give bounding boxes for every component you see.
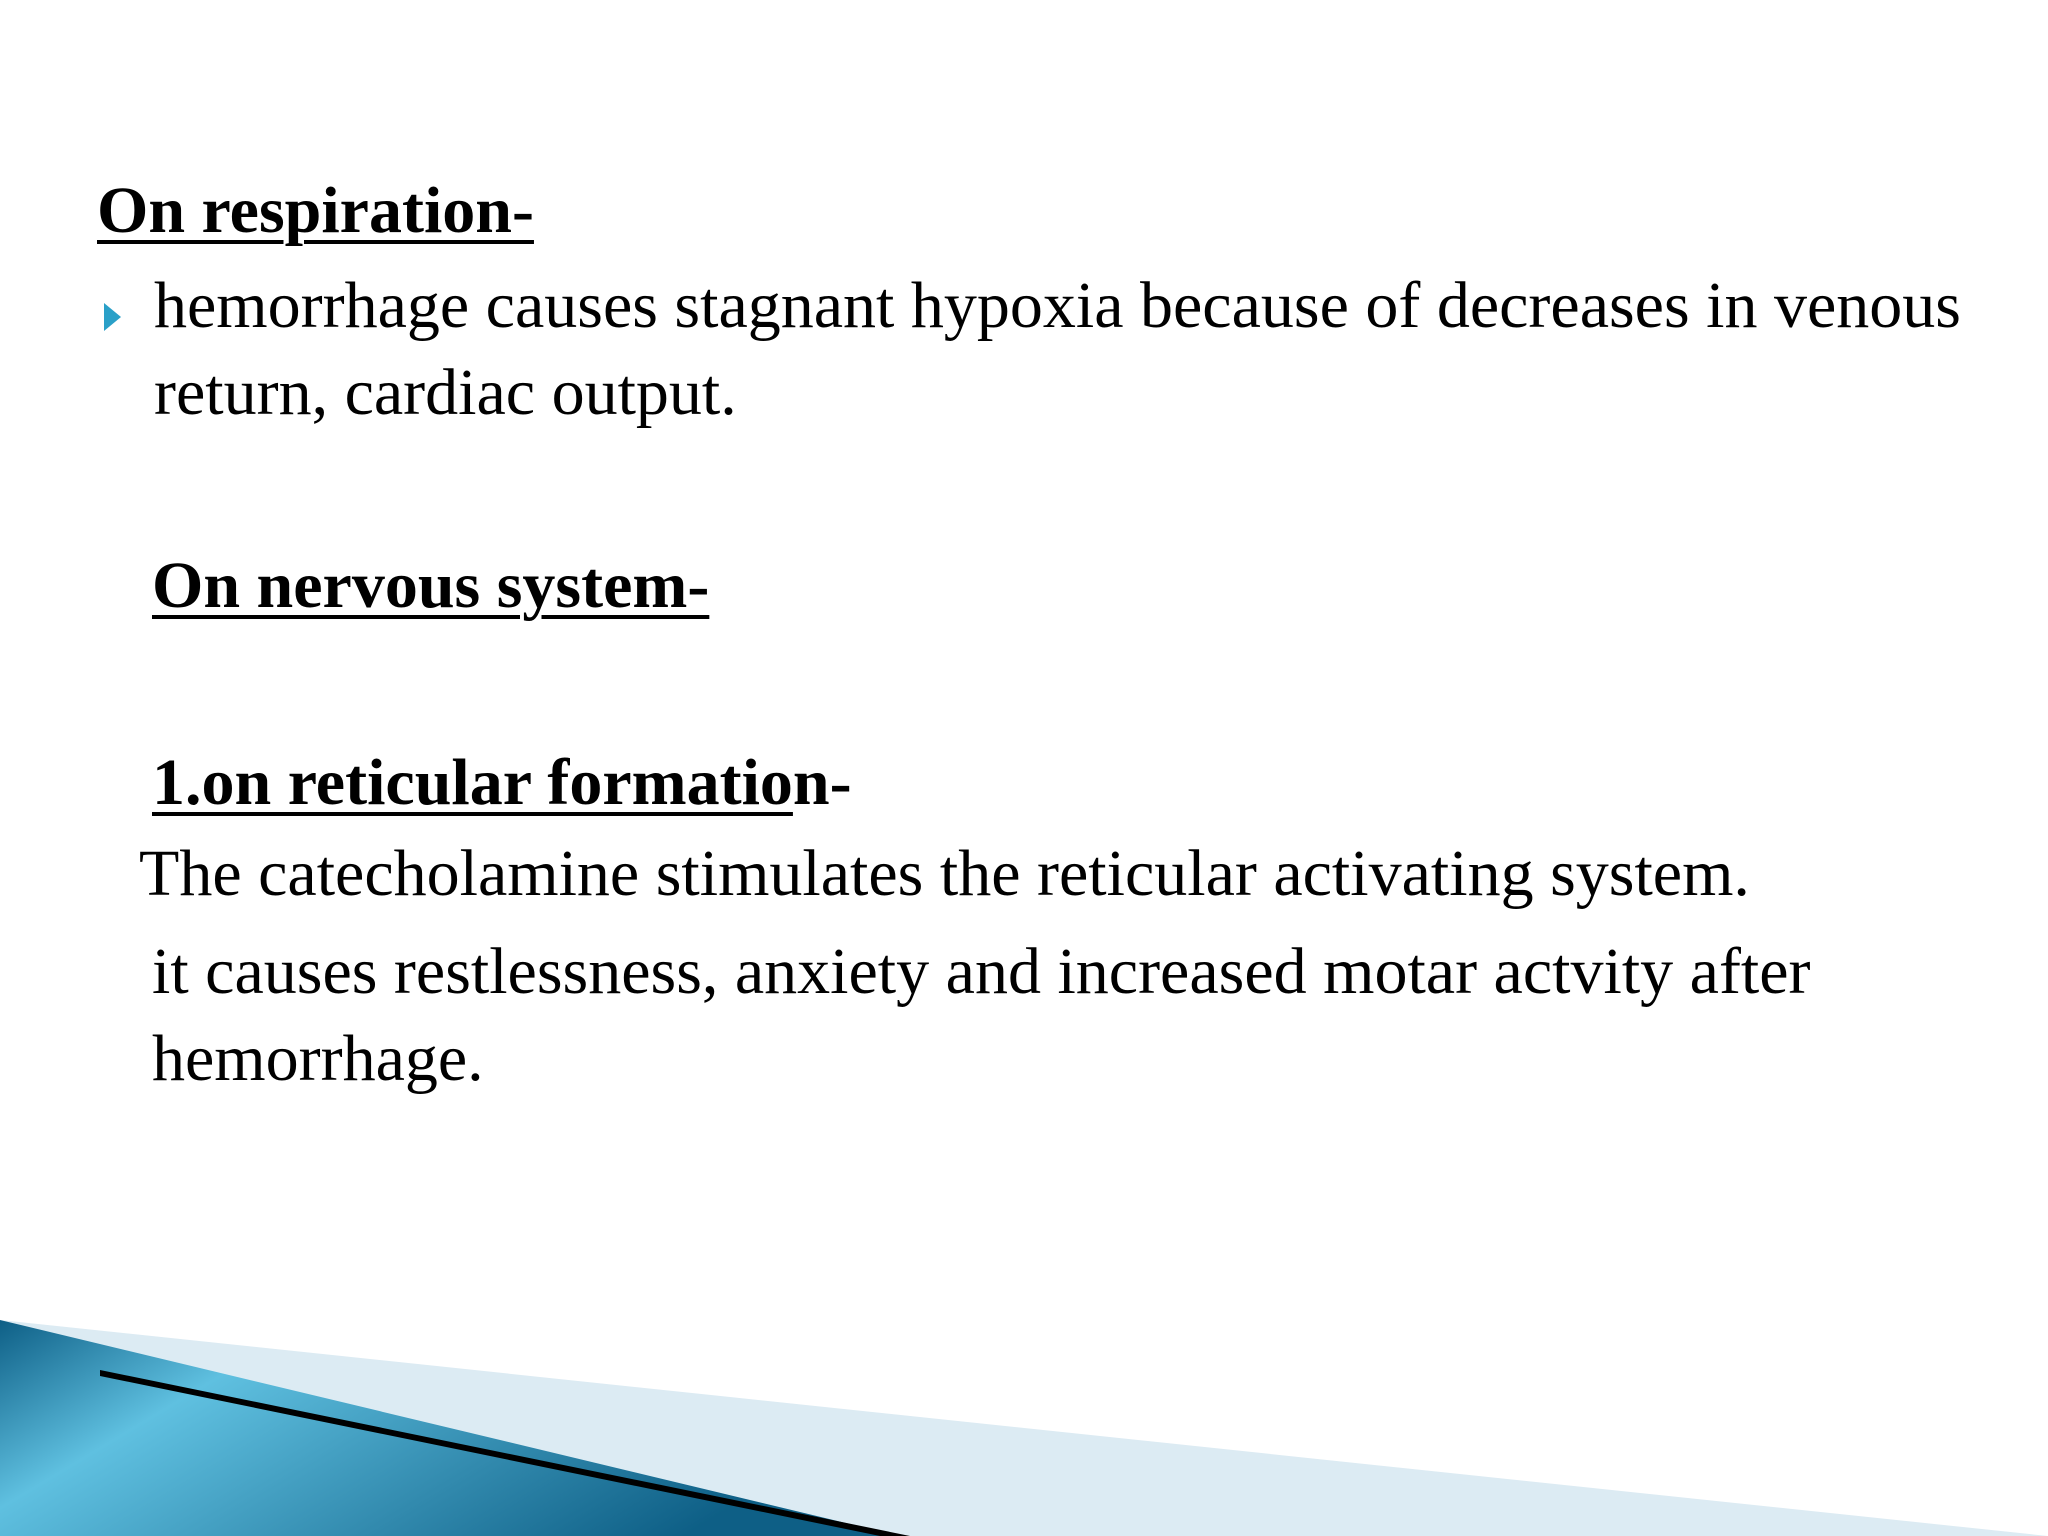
heading-on-nervous-system: On nervous system- bbox=[152, 549, 710, 622]
heading-on-respiration: On respiration- bbox=[97, 174, 534, 247]
reticular-line-2: it causes restlessness, anxiety and increased motar actvity after hemorrhage. bbox=[152, 935, 1811, 1095]
heading-reticular-formation-underlined: 1.on reticular formatio bbox=[152, 746, 793, 819]
respiration-bullet-text: hemorrhage causes stagnant hypoxia because of decreases in venous return, cardiac output. bbox=[154, 269, 1961, 429]
heading-reticular-formation-suffix: n- bbox=[792, 746, 852, 819]
bottom-decoration bbox=[0, 1280, 2048, 1536]
reticular-line-1: The catecholamine stimulates the reticular activating system. bbox=[139, 837, 1750, 910]
heading-reticular-formation bbox=[152, 746, 852, 819]
triangle-bullet-icon bbox=[104, 303, 121, 331]
